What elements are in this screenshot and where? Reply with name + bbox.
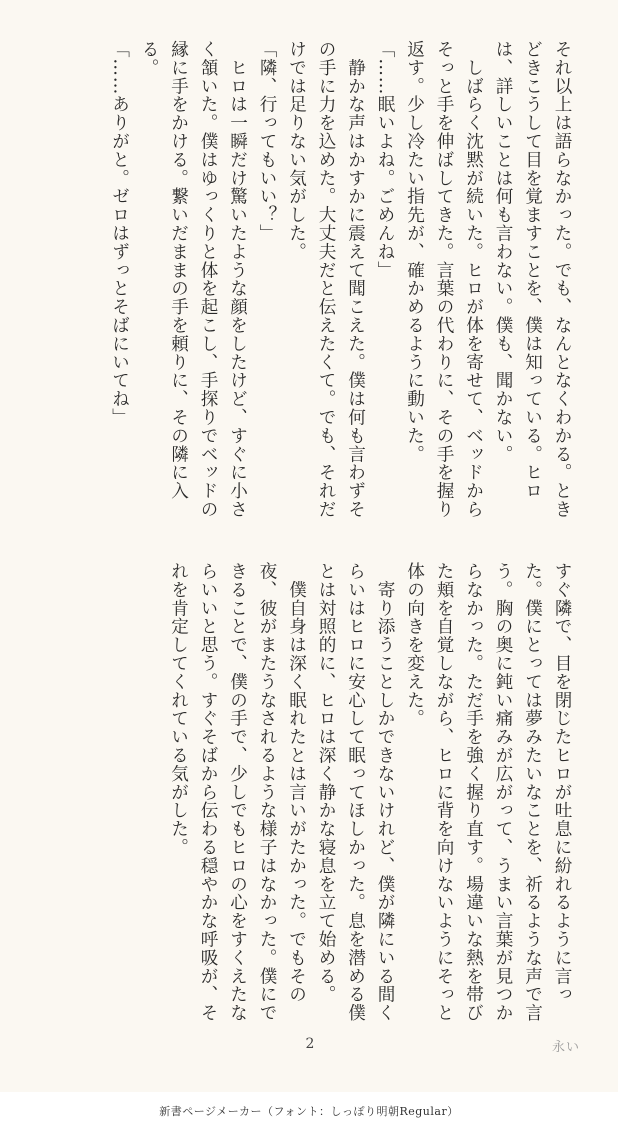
paragraph: しばらく沈黙が続いた。ヒロが体を寄せて、ベッドからそっと手を伸ばしてきた。言葉の代わりに、その手を握り返す。少し冷たい指先が、確かめるように動いた。	[404, 40, 484, 519]
paragraph: すぐ隣で、目を閉じたヒロが吐息に紛れるように言った。僕にとっては夢みたいなことを、祈るような声で言う。胸の奥に鈍い痛みが広がって、うまい言葉が見つからなかった。ただ手を強く握り直す。場違いな熱を帯びた頬を自覚しながら、ヒロに背を向けないようにそっと体の向きを変えた。	[404, 562, 572, 1022]
paragraph: 静かな声はかすかに震えて聞こえた。僕は何も言わずその手に力を込めた。大丈夫だと伝えたくて。でも、それだけでは足りない気がした。	[286, 40, 366, 519]
author-name: 永い	[551, 1040, 580, 1055]
dialogue-line: 「……眠いよね。ごめんね」	[375, 40, 395, 280]
paragraph: それ以上は語らなかった。でも、なんとなくわかる。ときどきこうして目を覚ますことを、僕は知っている。ヒロは、詳しいことは何も言わない。僕も、聞かない。	[493, 40, 572, 519]
page-number: 2	[305, 1036, 315, 1052]
paragraph: 寄り添うことしかできないけれど、僕が隣にいる間くらいはヒロに安心して眠ってほしかった。息を潜める僕とは対照的に、ヒロは深く静かな寝息を立て始める。	[316, 562, 395, 1022]
footer	[0, 1092, 618, 1132]
footer-credit: 新書ページメーカー（フォント：しっぽり明朝Regular）	[159, 1105, 459, 1118]
text-block-top	[86, 40, 576, 525]
text-block-bottom	[86, 562, 576, 1032]
dialogue-line: 「……ありがと。ゼロはずっとそばにいてね」	[109, 40, 130, 427]
dialogue-line: 「隣、行ってもいい？」	[257, 40, 277, 243]
paragraph: ヒロは一瞬だけ驚いたような顔をしたけど、すぐに小さく頷いた。僕はゆっくりと体を起こし、手探りでベッドの縁に手をかける。繋いだままの手を頼りに、その隣に入る。	[139, 40, 248, 519]
paragraph: 僕自身は深く眠れたとは言いがたかった。でもその夜、彼がまたうなされるような様子はなかった。僕にできることで、僕の手で、少しでもヒロの心をすくえたならいいと思う。すぐそばから伝わる穏やかな呼吸が、それを肯定してくれている気がした。	[168, 562, 307, 1022]
